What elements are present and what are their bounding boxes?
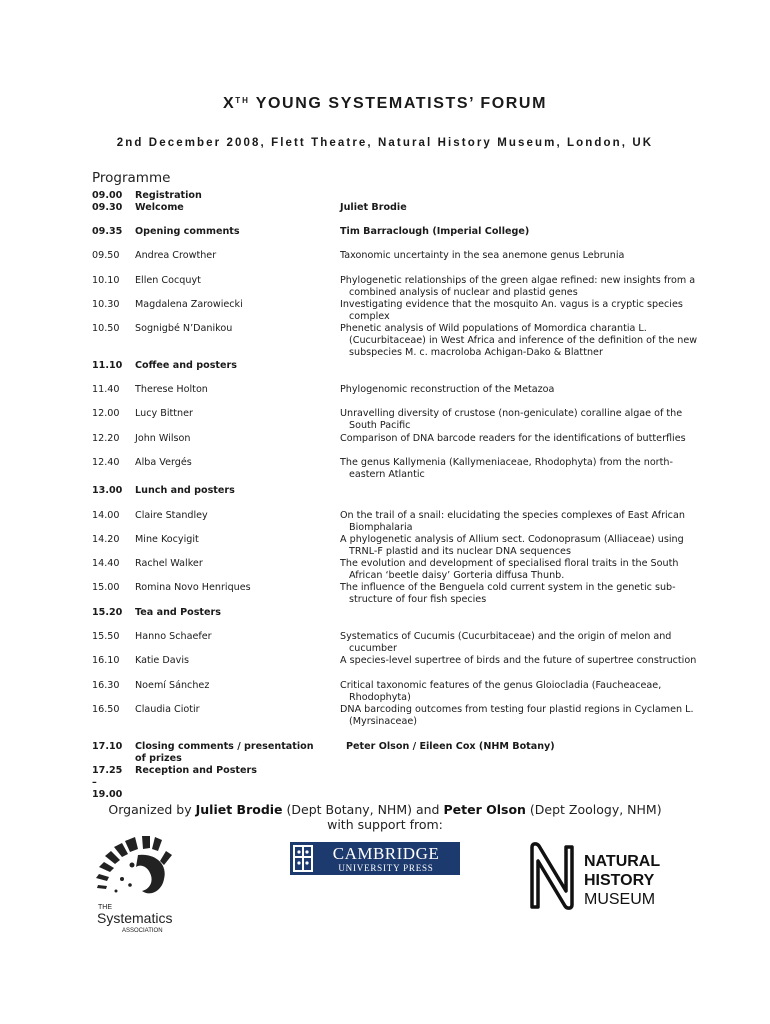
row-who: Hanno Schaefer bbox=[135, 631, 212, 642]
row-who: Noemí Sánchez bbox=[135, 680, 210, 691]
row-who: Rachel Walker bbox=[135, 558, 203, 569]
row-time: 16.50 bbox=[92, 704, 120, 715]
row-who: Therese Holton bbox=[135, 384, 208, 395]
row-who: Mine Kocyigit bbox=[135, 534, 199, 545]
row-time: 09.35 bbox=[92, 226, 123, 237]
forum-title bbox=[0, 95, 770, 113]
row-talk: A species-level supertree of birds and the future of supertree construction bbox=[340, 655, 697, 666]
row-time: 14.40 bbox=[92, 558, 120, 569]
row-time: 10.30 bbox=[92, 299, 120, 310]
row-time: 12.20 bbox=[92, 433, 120, 444]
event-subtitle: 2nd December 2008, Flett Theatre, Natural History Museum, London, UK bbox=[116, 137, 654, 149]
row-talk: Phylogenomic reconstruction of the Metazoa bbox=[340, 384, 555, 395]
row-talk: DNA barcoding outcomes from testing four plastid regions in Cyclamen L. (Myrsinaceae) bbox=[340, 704, 694, 727]
row-who: Katie Davis bbox=[135, 655, 189, 666]
row-time: 15.50 bbox=[92, 631, 120, 642]
row-time: 15.00 bbox=[92, 582, 120, 593]
row-time: 16.10 bbox=[92, 655, 120, 666]
nhm-line2: HISTORY bbox=[584, 872, 655, 889]
row-talk: A phylogenetic analysis of Allium sect. Codonoprasum (Alliaceae) using TRNL-F plastid and its nuclear DNA sequences bbox=[340, 534, 684, 557]
row-who: Ellen Cocquyt bbox=[135, 275, 201, 286]
row-talk: Unravelling diversity of crustose (non-geniculate) coralline algae of the South Pacific bbox=[340, 408, 683, 431]
row-talk: Peter Olson / Eileen Cox (NHM Botany) bbox=[346, 741, 555, 752]
row-talk: The genus Kallymenia (Kallymeniaceae, Rhodophyta) from the north-eastern Atlantic bbox=[340, 457, 673, 480]
systematics-association-logo bbox=[92, 835, 202, 935]
row-who: Romina Novo Henriques bbox=[135, 582, 251, 593]
organizers bbox=[0, 802, 770, 832]
row-who: Opening comments bbox=[135, 226, 240, 237]
row-talk: The evolution and development of specialised floral traits in the South African ‘beetle daisy’ Gorteria diffusa Thunb. bbox=[340, 558, 679, 581]
natural-history-museum-logo bbox=[528, 841, 688, 911]
cambridge-university-press-logo bbox=[290, 842, 460, 875]
row-time: 10.50 bbox=[92, 323, 120, 334]
row-talk: Tim Barraclough (Imperial College) bbox=[340, 226, 530, 237]
row-time: 10.10 bbox=[92, 275, 120, 286]
row-time: 13.00 bbox=[92, 485, 123, 496]
row-time: 09.50 bbox=[92, 250, 120, 261]
sa-association: ASSOCIATION bbox=[122, 928, 163, 934]
sa-name: Systematics bbox=[97, 910, 173, 926]
row-talk: Phylogenetic relationships of the green algae refined: new insights from a combined analysis of nuclear and plastid genes bbox=[340, 275, 696, 298]
row-talk: Taxonomic uncertainty in the sea anemone genus Lebrunia bbox=[340, 250, 625, 261]
row-who: Claire Standley bbox=[135, 510, 208, 521]
row-who: Alba Vergés bbox=[135, 457, 192, 468]
nhm-line1: NATURAL bbox=[584, 853, 661, 870]
row-time: 12.40 bbox=[92, 457, 120, 468]
row-who: Registration bbox=[135, 190, 202, 201]
row-who: John Wilson bbox=[135, 433, 191, 444]
title-x: X bbox=[223, 95, 236, 112]
row-who: Coffee and posters bbox=[135, 360, 237, 371]
row-talk: Juliet Brodie bbox=[340, 202, 407, 213]
row-who: Magdalena Zarowiecki bbox=[135, 299, 243, 310]
organized-by: Organized by bbox=[108, 802, 192, 817]
row-talk: Comparison of DNA barcode readers for the identifications of butterflies bbox=[340, 433, 686, 444]
row-time: 16.30 bbox=[92, 680, 120, 691]
programme-heading: Programme bbox=[92, 170, 171, 186]
row-who: Sognigbé N’Danikou bbox=[135, 323, 233, 334]
row-who: Closing comments / presentation of prizes bbox=[135, 741, 314, 764]
row-time: 12.00 bbox=[92, 408, 120, 419]
row-time: 11.10 bbox=[92, 360, 123, 371]
sa-the: THE bbox=[98, 904, 112, 911]
support-line: with support from: bbox=[327, 817, 443, 832]
row-talk: On the trail of a snail: elucidating the species complexes of East African Biomphalaria bbox=[340, 510, 685, 533]
row-talk: Investigating evidence that the mosquito An. vagus is a cryptic species complex bbox=[340, 299, 683, 322]
row-time: 09.00 bbox=[92, 190, 123, 201]
row-talk: Phenetic analysis of Wild populations of Momordica charantia L. (Cucurbitaceae) in West Africa and inference of the definition of the new subspecies M. c. macroloba Achigan-Dako & Blattner bbox=[340, 323, 698, 358]
row-time: 17.10 bbox=[92, 741, 123, 752]
organizer-1: Juliet Brodie bbox=[195, 802, 283, 817]
row-who: Welcome bbox=[135, 202, 184, 213]
row-talk: Systematics of Cucumis (Cucurbitaceae) and the origin of melon and cucumber bbox=[340, 631, 672, 654]
row-who: Reception and Posters bbox=[135, 765, 257, 776]
row-time: 15.20 bbox=[92, 607, 123, 618]
row-who: Lunch and posters bbox=[135, 485, 235, 496]
row-who: Tea and Posters bbox=[135, 607, 221, 618]
row-who: Andrea Crowther bbox=[135, 250, 217, 261]
row-who: Claudia Ciotir bbox=[135, 704, 200, 715]
row-talk: The influence of the Benguela cold current system in the genetic sub-structure of four fish species bbox=[340, 582, 676, 605]
row-time: 11.40 bbox=[92, 384, 120, 395]
row-talk: Critical taxonomic features of the genus Gloiocladia (Faucheaceae, Rhodophyta) bbox=[340, 680, 662, 703]
row-time: 14.00 bbox=[92, 510, 120, 521]
cup-line1: CAMBRIDGE bbox=[332, 844, 440, 863]
organizer-2-dept: (Dept Zoology, NHM) bbox=[529, 802, 662, 817]
row-time: 17.25 –19.00 bbox=[92, 765, 123, 800]
row-time: 09.30 bbox=[92, 202, 123, 213]
row-who: Lucy Bittner bbox=[135, 408, 193, 419]
row-time: 14.20 bbox=[92, 534, 120, 545]
nhm-line3: MUSEUM bbox=[584, 891, 656, 908]
title-rest: YOUNG SYSTEMATISTS’ FORUM bbox=[255, 95, 547, 112]
organizer-2: Peter Olson bbox=[443, 802, 526, 817]
title-th: TH bbox=[235, 96, 250, 105]
organizer-1-dept: (Dept Botany, NHM) and bbox=[286, 802, 440, 817]
cup-line2: UNIVERSITY PRESS bbox=[338, 863, 434, 873]
